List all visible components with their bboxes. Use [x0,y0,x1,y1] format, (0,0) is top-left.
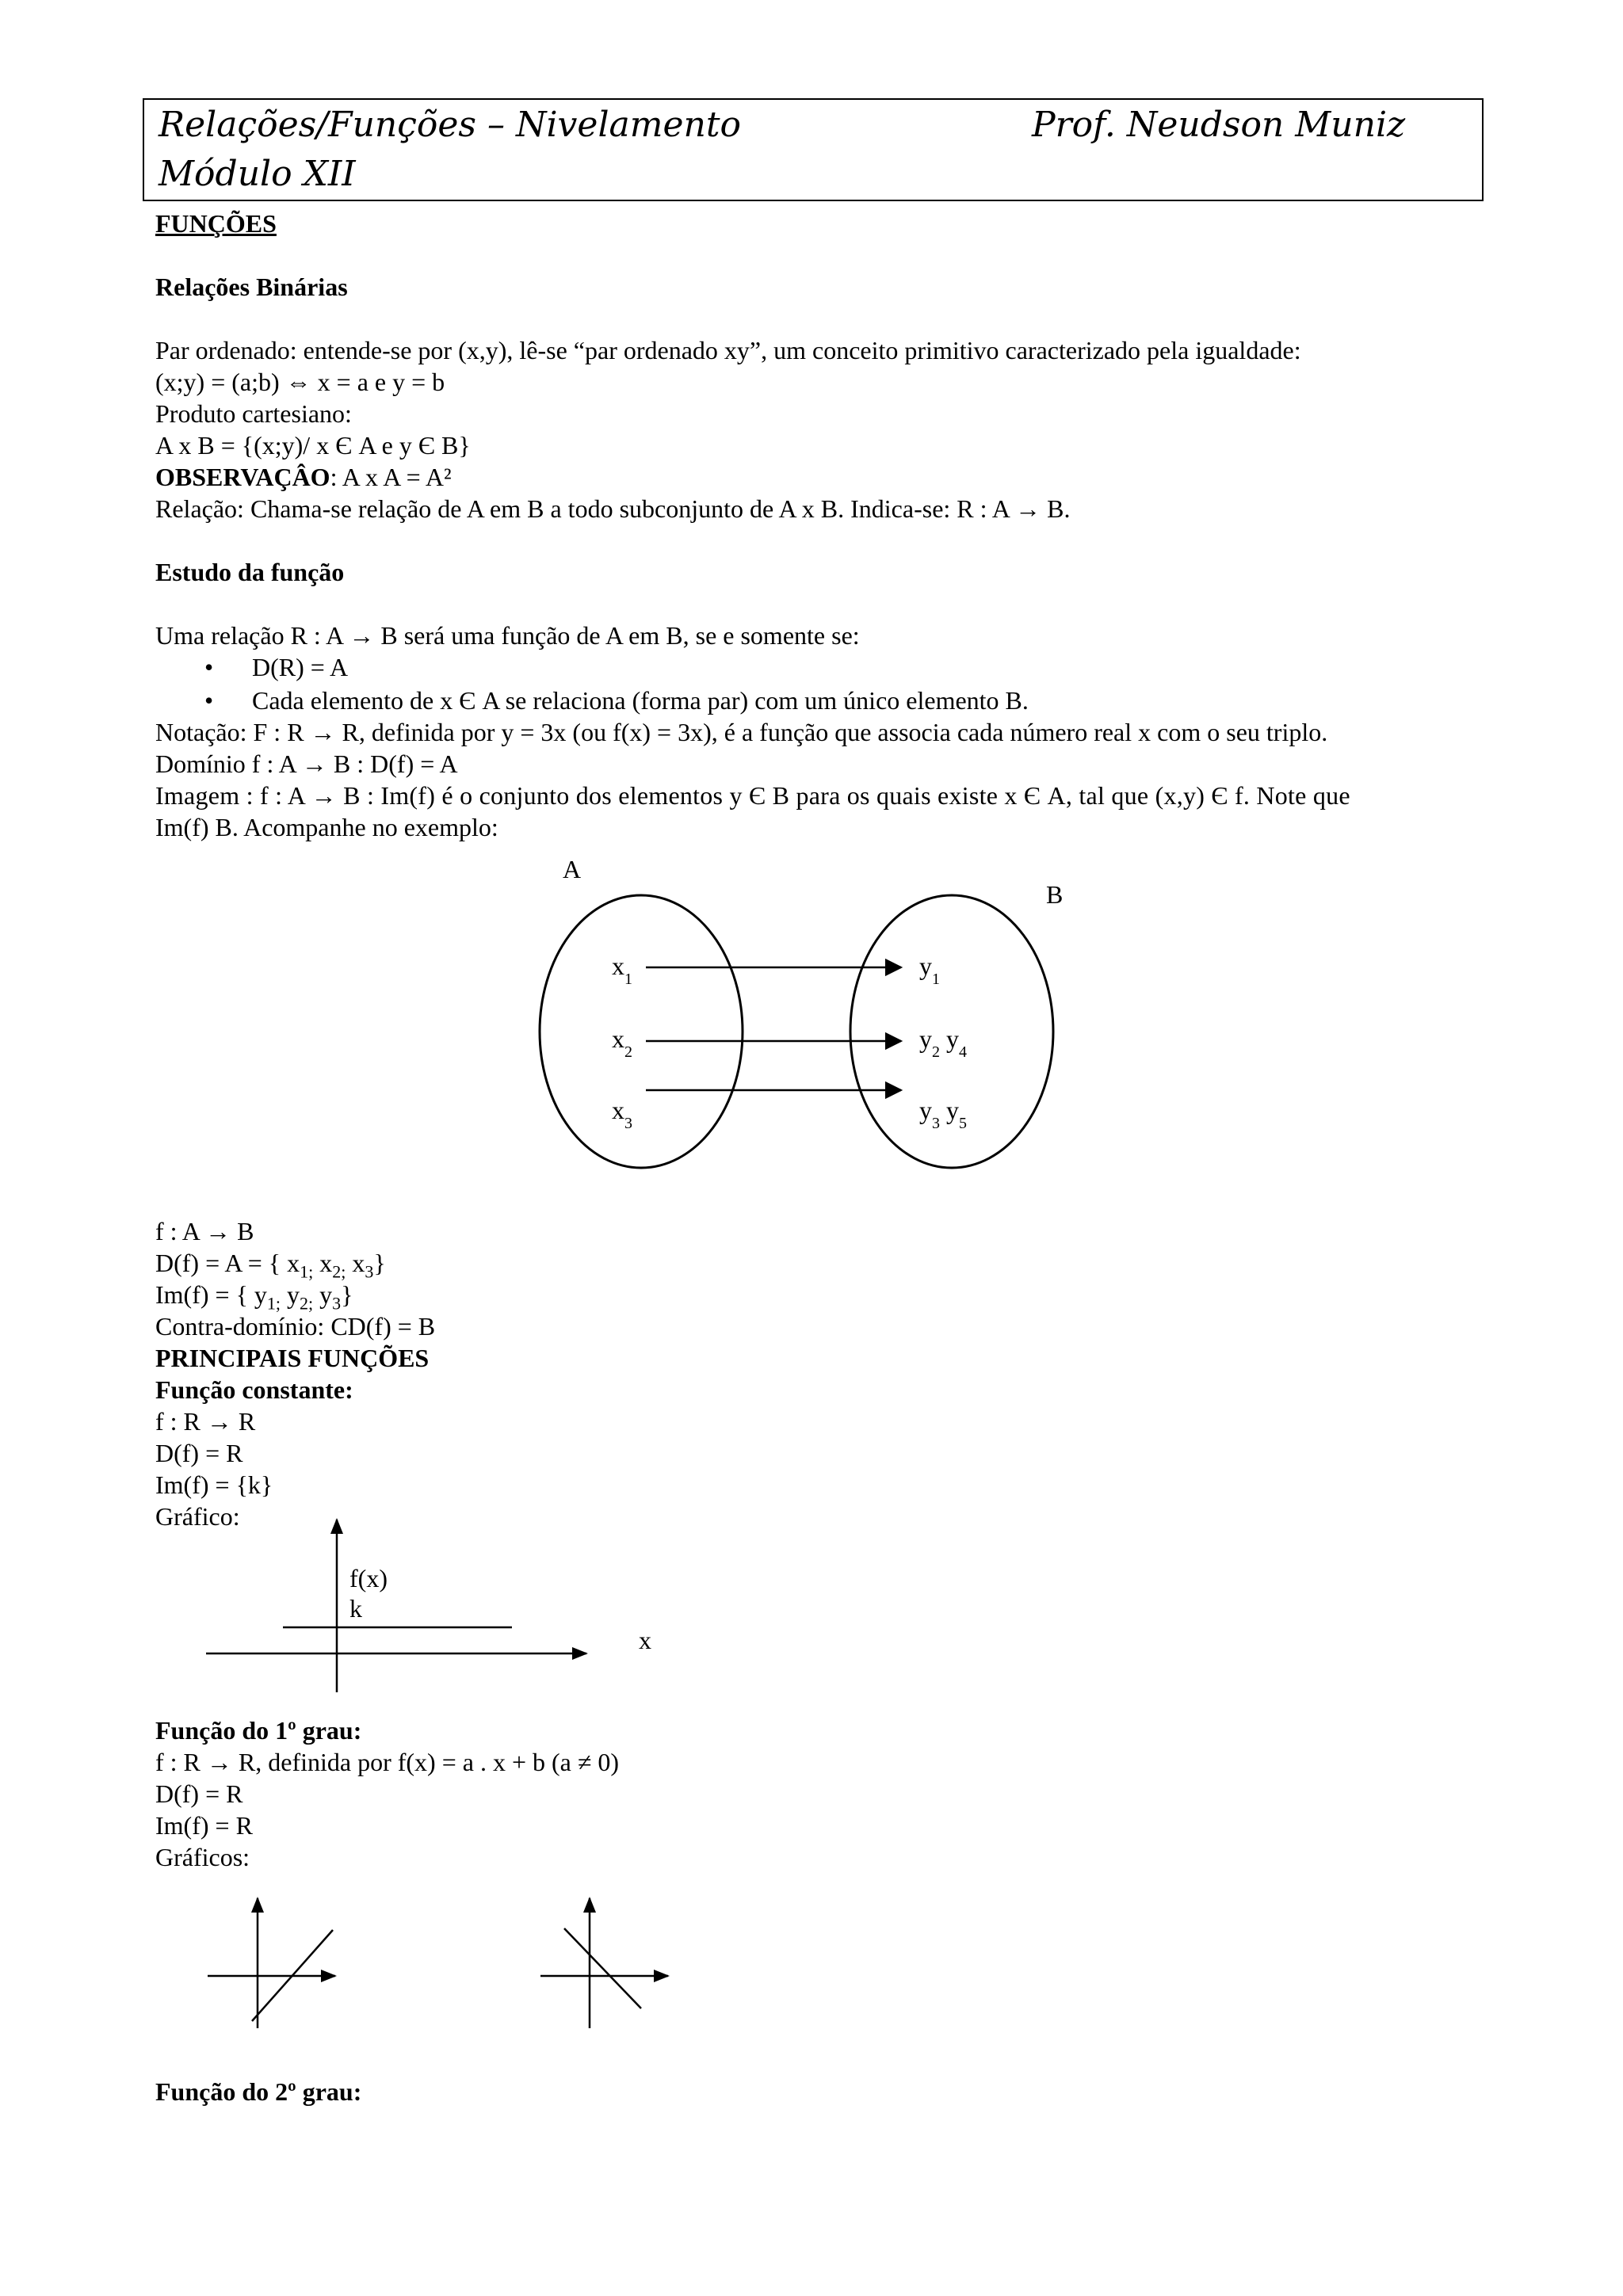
funcao-constante-heading: Função constante: [155,1375,353,1404]
imagem-text-cont: Im(f) B. Acompanhe no exemplo: [155,813,498,841]
subheading-estudo-funcao: Estudo da função [155,558,345,586]
svg-text:y2y4: $y_2$ $y_4$ [919,1024,967,1061]
linear-line: Im(f) = R [155,1811,253,1840]
increasing-graph [208,1898,335,2028]
produto-text: A x B = {(x;y)/ x Є A e y Є B} [155,431,471,460]
par-ordenado-text: Par ordenado: entende-se por (x,y), lê-se “par ordenado xy”, um conceito primitivo caracterizado pela igualdade: [155,336,1301,364]
const-line: Im(f) = {k} [155,1470,273,1499]
principais-funcoes-heading: PRINCIPAIS FUNÇÕES [155,1344,430,1372]
svg-text:x1: $x_1$ [612,952,632,988]
domain-def: D(f) = A = { $x_{1;}$ $x_{2;}$ $x_3$} [155,1249,386,1282]
const-line: D(f) = R [155,1439,243,1467]
const-line: Gráfico: [155,1502,240,1531]
contra-dominio-text: Contra-domínio: CD(f) = B [155,1312,436,1341]
bullet-item: • Cada elemento de x Є A se relaciona (forma par) com um único elemento B. [204,685,213,716]
set-a-label: A [563,855,582,883]
funcao-1-grau-heading: Função do 1º grau: [155,1716,362,1745]
svg-text:x2: $x_2$ [612,1024,632,1061]
f-def: f : A → B [155,1217,254,1245]
linear-line: f : R → R, definida por f(x) = a . x + b (a ≠ 0) [155,1748,620,1776]
svg-text:y1: $y_1$ [919,952,940,988]
set-b-label: B [1046,880,1064,909]
svg-text:x3: $x_3$ [612,1096,632,1132]
imagem-text: Imagem : f : A → B : Im(f) é o conjunto dos elementos y Є B para os quais existe x Є A, tal que (x,y) Є f. Note que [155,781,1350,810]
notacao-text: Notação: F : R → R, definida por y = 3x (ou f(x) = 3x), é a função que associa cada número real x com o seu triplo. [155,718,1328,746]
funcao-2-grau-heading: Função do 2º grau: [155,2077,362,2106]
subheading-relacoes-binarias: Relações Binárias [155,273,348,301]
funcao-intro: Uma relação R : A → B será uma função de A em B, se e somente se: [155,621,860,650]
x-label: x [639,1626,651,1654]
produto-label: Produto cartesiano: [155,399,352,428]
igualdade-text: (x;y) = (a;b) ⇔ x = a e y = b [155,368,445,396]
doc-title: Relações/Funções – Nivelamento [158,105,742,145]
image-def: Im(f) = { $y_{1;}$ $y_{2;}$ $y_3$} [155,1280,353,1314]
svg-text:y3y5: $y_3$ $y_5$ [919,1096,967,1132]
fx-label: f(x) [349,1564,388,1592]
k-label: k [349,1594,362,1623]
observacao-text: : A x A = A² [330,463,452,491]
observacao-label: OBSERVAÇÂO [155,463,330,491]
decreasing-line [564,1928,641,2008]
section-heading-funcoes: FUNÇÕES [155,209,277,238]
linear-line: D(f) = R [155,1779,243,1808]
author: Prof. Neudson Muniz [1032,105,1406,145]
relacao-text: Relação: Chama-se relação de A em B a todo subconjunto de A x B. Indica-se: R : A → B. [155,494,1071,523]
module-label: Módulo XII [158,154,356,194]
linear-line: Gráficos: [155,1843,250,1871]
const-line: f : R → R [155,1407,256,1436]
decreasing-graph [540,1898,668,2028]
bullet-item: • D(R) = A [204,651,213,683]
dominio-text: Domínio f : A → B : D(f) = A [155,749,458,778]
